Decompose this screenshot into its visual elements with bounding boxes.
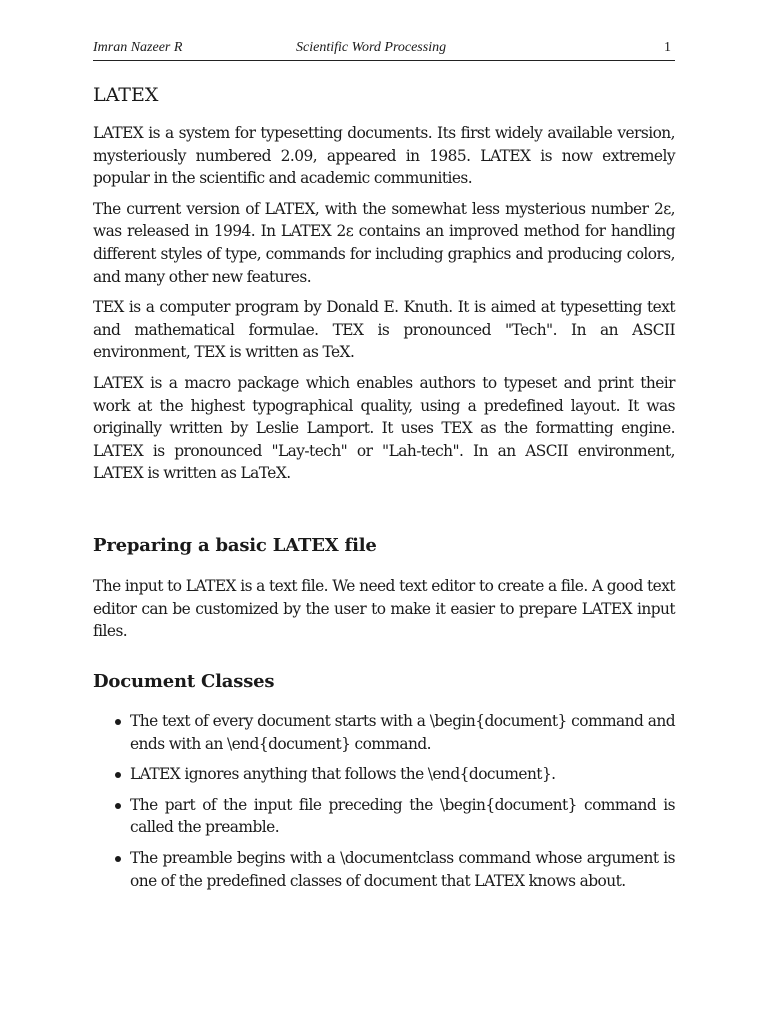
list-item-text: The preamble begins with a \documentclass command whose argument is one of the predefined classes of document that LATEX knows about. [130,848,675,890]
section-paragraph: The input to LATEX is a text file. We need text editor to create a file. A good text editor can be customized by the user to make it easier to prepare LATEX input files. [93,577,675,641]
intro-paragraph: LATEX is a system for typesetting documents. Its first widely available version, mysteriously numbered 2.09, appeared in 1985. LATEX is now extremely popular in the scientific and academic communities. [93,124,675,188]
bullet-icon [115,772,121,778]
page-content [93,82,675,890]
bullet-icon [115,719,121,725]
intro-paragraph: The current version of LATEX, with the somewhat less mysterious number 2ε, was released in 1994. In LATEX 2ε contains an improved method for handling different styles of type, commands for including graphics and producing colors, and many other new features. [93,199,675,286]
header-author: Imran Nazeer R [93,40,183,55]
list-item [93,763,675,786]
intro-paragraph: TEX is a computer program by Donald E. Knuth. It is aimed at typesetting text and mathematical formulae. TEX is pronounced "Tech". In an ASCII environment, TEX is written as TeX. [93,298,675,362]
list-item [93,710,675,755]
intro-paragraphs [93,122,675,485]
page-number: 1 [664,40,671,55]
section-heading-preparing: Preparing a basic LATEX file [93,535,377,556]
list-item-text: LATEX ignores anything that follows the \end{document}. [130,765,556,784]
bullet-list [93,710,675,900]
page-title: LATEX [93,84,159,106]
page-header [93,40,675,61]
list-item [93,794,675,839]
bullet-icon [115,856,121,862]
list-item [93,847,675,892]
intro-paragraph: LATEX is a macro package which enables authors to typeset and print their work at the highest typographical quality, using a predefined layout. It was originally written by Leslie Lamport. It uses TEX as the formatting engine. LATEX is pronounced "Lay-tech" or "Lah-tech". In an ASCII environment, LATEX is written as LaTeX. [93,373,675,483]
list-item-text: The part of the input file preceding the \begin{document} command is called the preamble. [130,795,675,837]
section-heading-document-classes: Document Classes [93,671,275,692]
header-running-title: Scientific Word Processing [296,40,447,55]
list-item-text: The text of every document starts with a \begin{document} command and ends with an \end{document} command. [130,712,675,753]
bullet-icon [115,803,121,809]
